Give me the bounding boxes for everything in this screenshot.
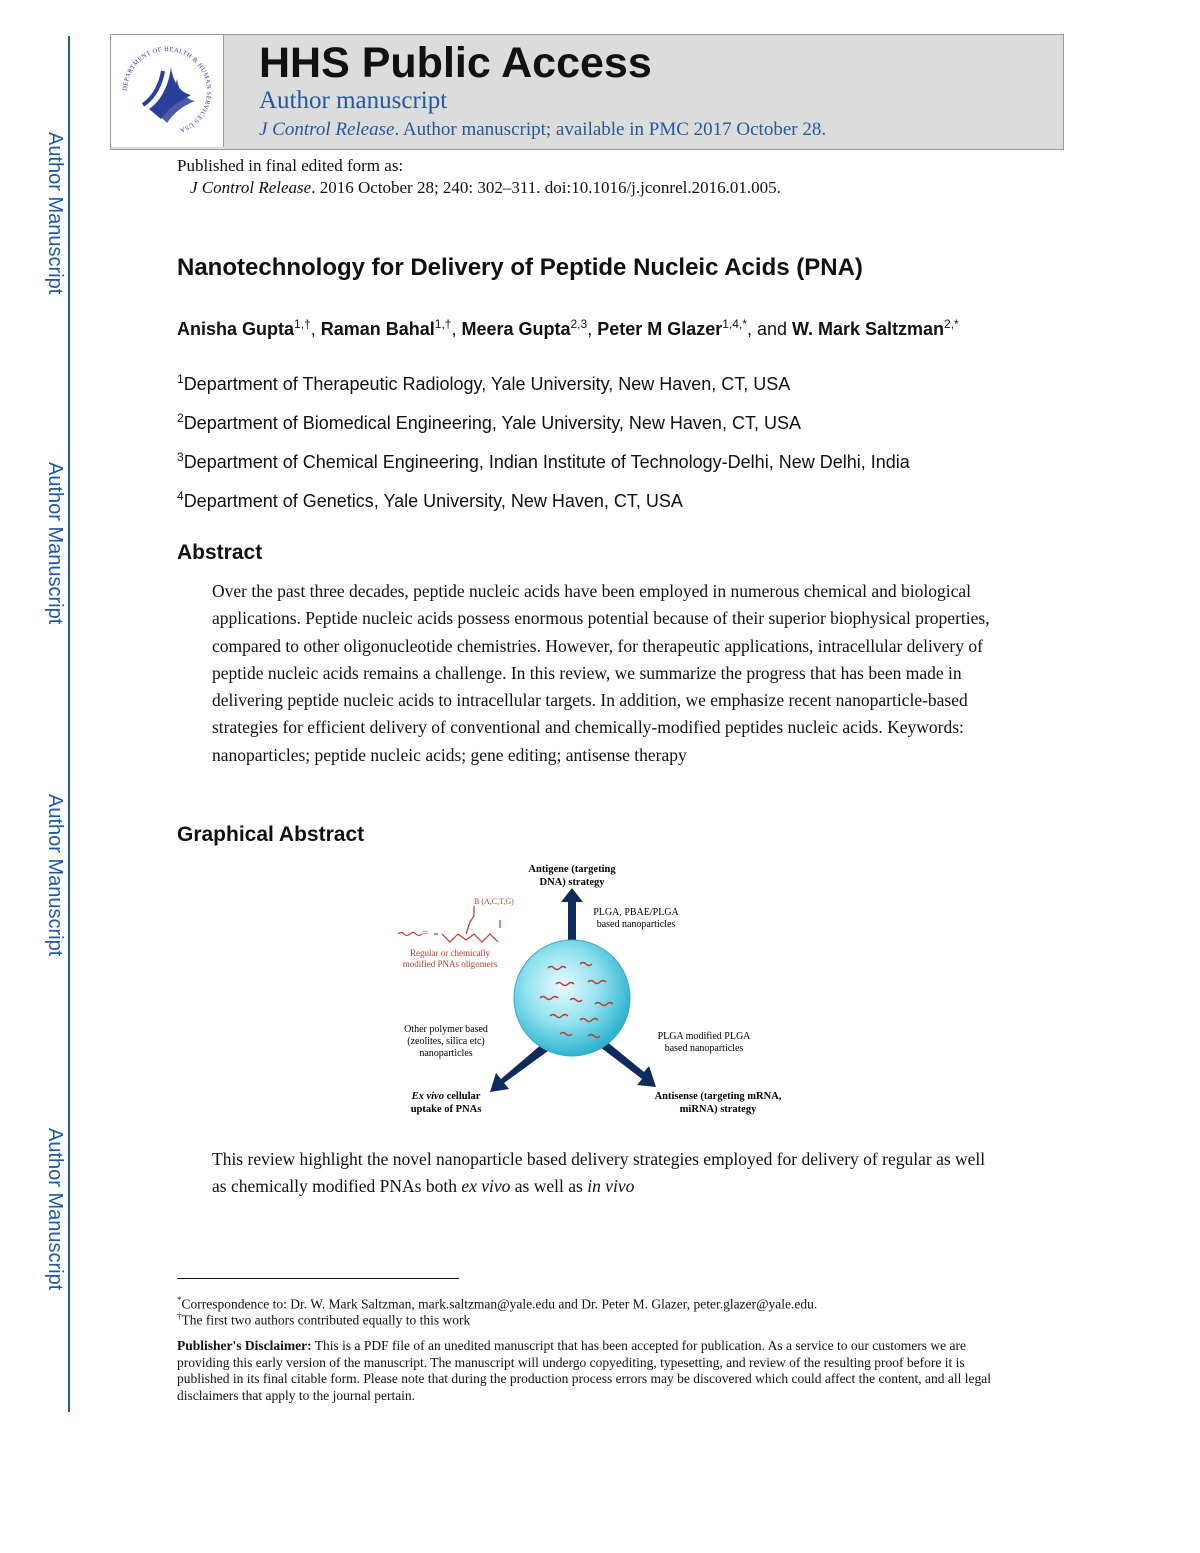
citation-details: . 2016 October 28; 240: 302–311. doi:10.1016/j.jconrel.2016.01.005.	[311, 178, 781, 197]
correspondence-footnote	[177, 1295, 817, 1313]
pna-equals: =	[422, 927, 429, 939]
affiliation-text: Department of Chemical Engineering, Indian Institute of Technology-Delhi, New Delhi, India	[183, 452, 910, 472]
arrow-down-right-icon	[600, 1041, 656, 1087]
abstract-text: Over the past three decades, peptide nucleic acids have been employed in numerous chemical and biological applications. Peptide nucleic acids possess enormous potential because of their superior biophysical properties, compared to other oligonucleotide chemistries. However, for therapeutic applications, intracellular delivery of peptide nucleic acids remains a challenge. In this review, we summarize the progress that has been made in delivering peptide nucleic acids to intracellular targets. In addition, we emphasize recent nanoparticle-based strategies for efficient delivery of conventional and chemically-modified peptides nucleic acids. Keywords: nanoparticles; peptide nucleic acids; gene editing; antisense therapy	[212, 581, 990, 765]
footnote-text: Correspondence to: Dr. W. Mark Saltzman, mark.saltzman@yale.edu and Dr. Peter M. Glazer, peter.glazer@yale.edu.	[181, 1296, 818, 1312]
seal-text: DEPARTMENT OF HEALTH & HUMAN SERVICES USA	[121, 45, 213, 134]
published-label: Published in final edited form as:	[177, 156, 404, 175]
journal-name: J Control Release	[259, 119, 395, 140]
affiliation	[177, 450, 910, 473]
author-sup: 1,4,*	[722, 317, 747, 331]
pna-base-label: B (A,C,T,G)	[474, 897, 514, 906]
published-citation	[190, 178, 781, 198]
footnote-text: The first two authors contributed equally to this work	[181, 1312, 471, 1328]
abstract-heading: Abstract	[177, 541, 263, 564]
journal-name: J Control Release	[190, 178, 312, 197]
pna-structure-icon	[398, 906, 500, 942]
caption-italic: in vivo	[587, 1176, 635, 1197]
affiliation-text: Department of Therapeutic Radiology, Yale University, New Haven, CT, USA	[183, 374, 791, 394]
publisher-disclaimer	[177, 1338, 1017, 1404]
author-list	[177, 311, 977, 342]
arrow-up-icon	[561, 888, 583, 942]
affiliation-sup: 1	[177, 372, 184, 386]
antigene-label: DNA) strategy	[539, 877, 605, 888]
ex-vivo-rest: cellular	[443, 1091, 481, 1102]
pna-label: Regular or chemically	[410, 948, 490, 958]
author-sup: 1,†	[294, 317, 311, 331]
hhs-header	[110, 34, 1064, 150]
side-rule	[68, 36, 70, 1412]
graphical-abstract-heading: Graphical Abstract	[177, 823, 365, 846]
ex-vivo-label: uptake of PNAs	[410, 1104, 482, 1115]
author-separator: , and	[746, 319, 792, 339]
arrow-down-left-icon	[490, 1044, 548, 1092]
author-name: Meera Gupta	[461, 319, 571, 339]
top-np-label: PLGA, PBAE/PLGA	[593, 907, 679, 918]
author-separator: ,	[310, 319, 321, 339]
caption-text: This review highlight the novel nanoparticle based delivery strategies employed for delivery of regular as well as chemically modified PNAs both	[212, 1149, 986, 1197]
disclaimer-label: Publisher's Disclaimer:	[177, 1338, 312, 1353]
ex-vivo-label	[411, 1091, 481, 1102]
affiliation-sup: 3	[177, 450, 184, 464]
hhs-seal-logo	[111, 35, 224, 147]
top-np-label: based nanoparticles	[596, 919, 676, 930]
sidebar-label: Author Manuscript	[44, 1128, 66, 1291]
article-title: Nanotechnology for Delivery of Peptide Nucleic Acids (PNA)	[177, 254, 863, 281]
ex-vivo-italic: Ex vivo	[411, 1091, 444, 1102]
graphical-abstract-caption	[212, 1146, 1002, 1201]
hhs-title: HHS Public Access	[259, 39, 652, 87]
affiliation-sup: 2	[177, 411, 184, 425]
sidebar-label: Author Manuscript	[44, 462, 66, 625]
author-name: W. Mark Saltzman	[792, 319, 945, 339]
author-name: Anisha Gupta	[177, 319, 295, 339]
right-np-label: based nanoparticles	[664, 1043, 744, 1054]
availability-text: . Author manuscript; available in PMC 2017 October 28.	[394, 119, 827, 140]
availability-line	[259, 119, 826, 141]
left-np-label: (zeolites, silica etc)	[407, 1036, 485, 1047]
footnote-sup: *	[177, 1295, 182, 1305]
caption-italic: ex vivo	[461, 1176, 511, 1197]
pna-label: modified PNAs oligomers	[402, 959, 498, 969]
footnote-sup: †	[177, 1311, 182, 1321]
author-sup: 1,†	[434, 317, 452, 331]
affiliation-sup: 4	[177, 489, 184, 503]
graphical-abstract-figure	[390, 858, 830, 1124]
equal-contribution-footnote	[177, 1311, 470, 1329]
sidebar-label: Author Manuscript	[44, 132, 66, 295]
antisense-label: Antisense (targeting mRNA,	[654, 1091, 782, 1102]
sidebar-label: Author Manuscript	[44, 794, 66, 957]
author-separator: ,	[451, 319, 462, 339]
right-np-label: PLGA modified PLGA	[657, 1031, 751, 1042]
author-sup: 2,3	[570, 317, 588, 331]
antigene-label: Antigene (targeting	[528, 864, 616, 875]
author-name: Raman Bahal	[320, 319, 435, 339]
affiliation-text: Department of Biomedical Engineering, Yale University, New Haven, CT, USA	[183, 413, 801, 433]
caption-text: as well as	[510, 1176, 588, 1197]
affiliation	[177, 489, 683, 512]
affiliation-text: Department of Genetics, Yale University, New Haven, CT, USA	[183, 491, 683, 511]
author-separator: ,	[587, 319, 598, 339]
affiliation	[177, 372, 790, 395]
left-np-label: nanoparticles	[419, 1048, 473, 1059]
affiliation	[177, 411, 801, 434]
author-sup: 2,*	[944, 317, 959, 331]
manuscript-label: Author manuscript	[259, 87, 448, 114]
antisense-label: miRNA) strategy	[679, 1104, 757, 1115]
author-name: Peter M Glazer	[597, 319, 723, 339]
left-np-label: Other polymer based	[404, 1024, 488, 1035]
disclaimer-text: This is a PDF file of an unedited manuscript that has been accepted for publication. As a service to our customers we are providing this early version of the manuscript. The manuscript will undergo copyediting, typesetting, and review of the resulting proof before it is published in its final citable form. Please note that during the production process errors may be discovered which could affect the content, and all legal disclaimers that apply to the journal pertain.	[177, 1338, 992, 1403]
footnote-rule	[177, 1278, 459, 1279]
